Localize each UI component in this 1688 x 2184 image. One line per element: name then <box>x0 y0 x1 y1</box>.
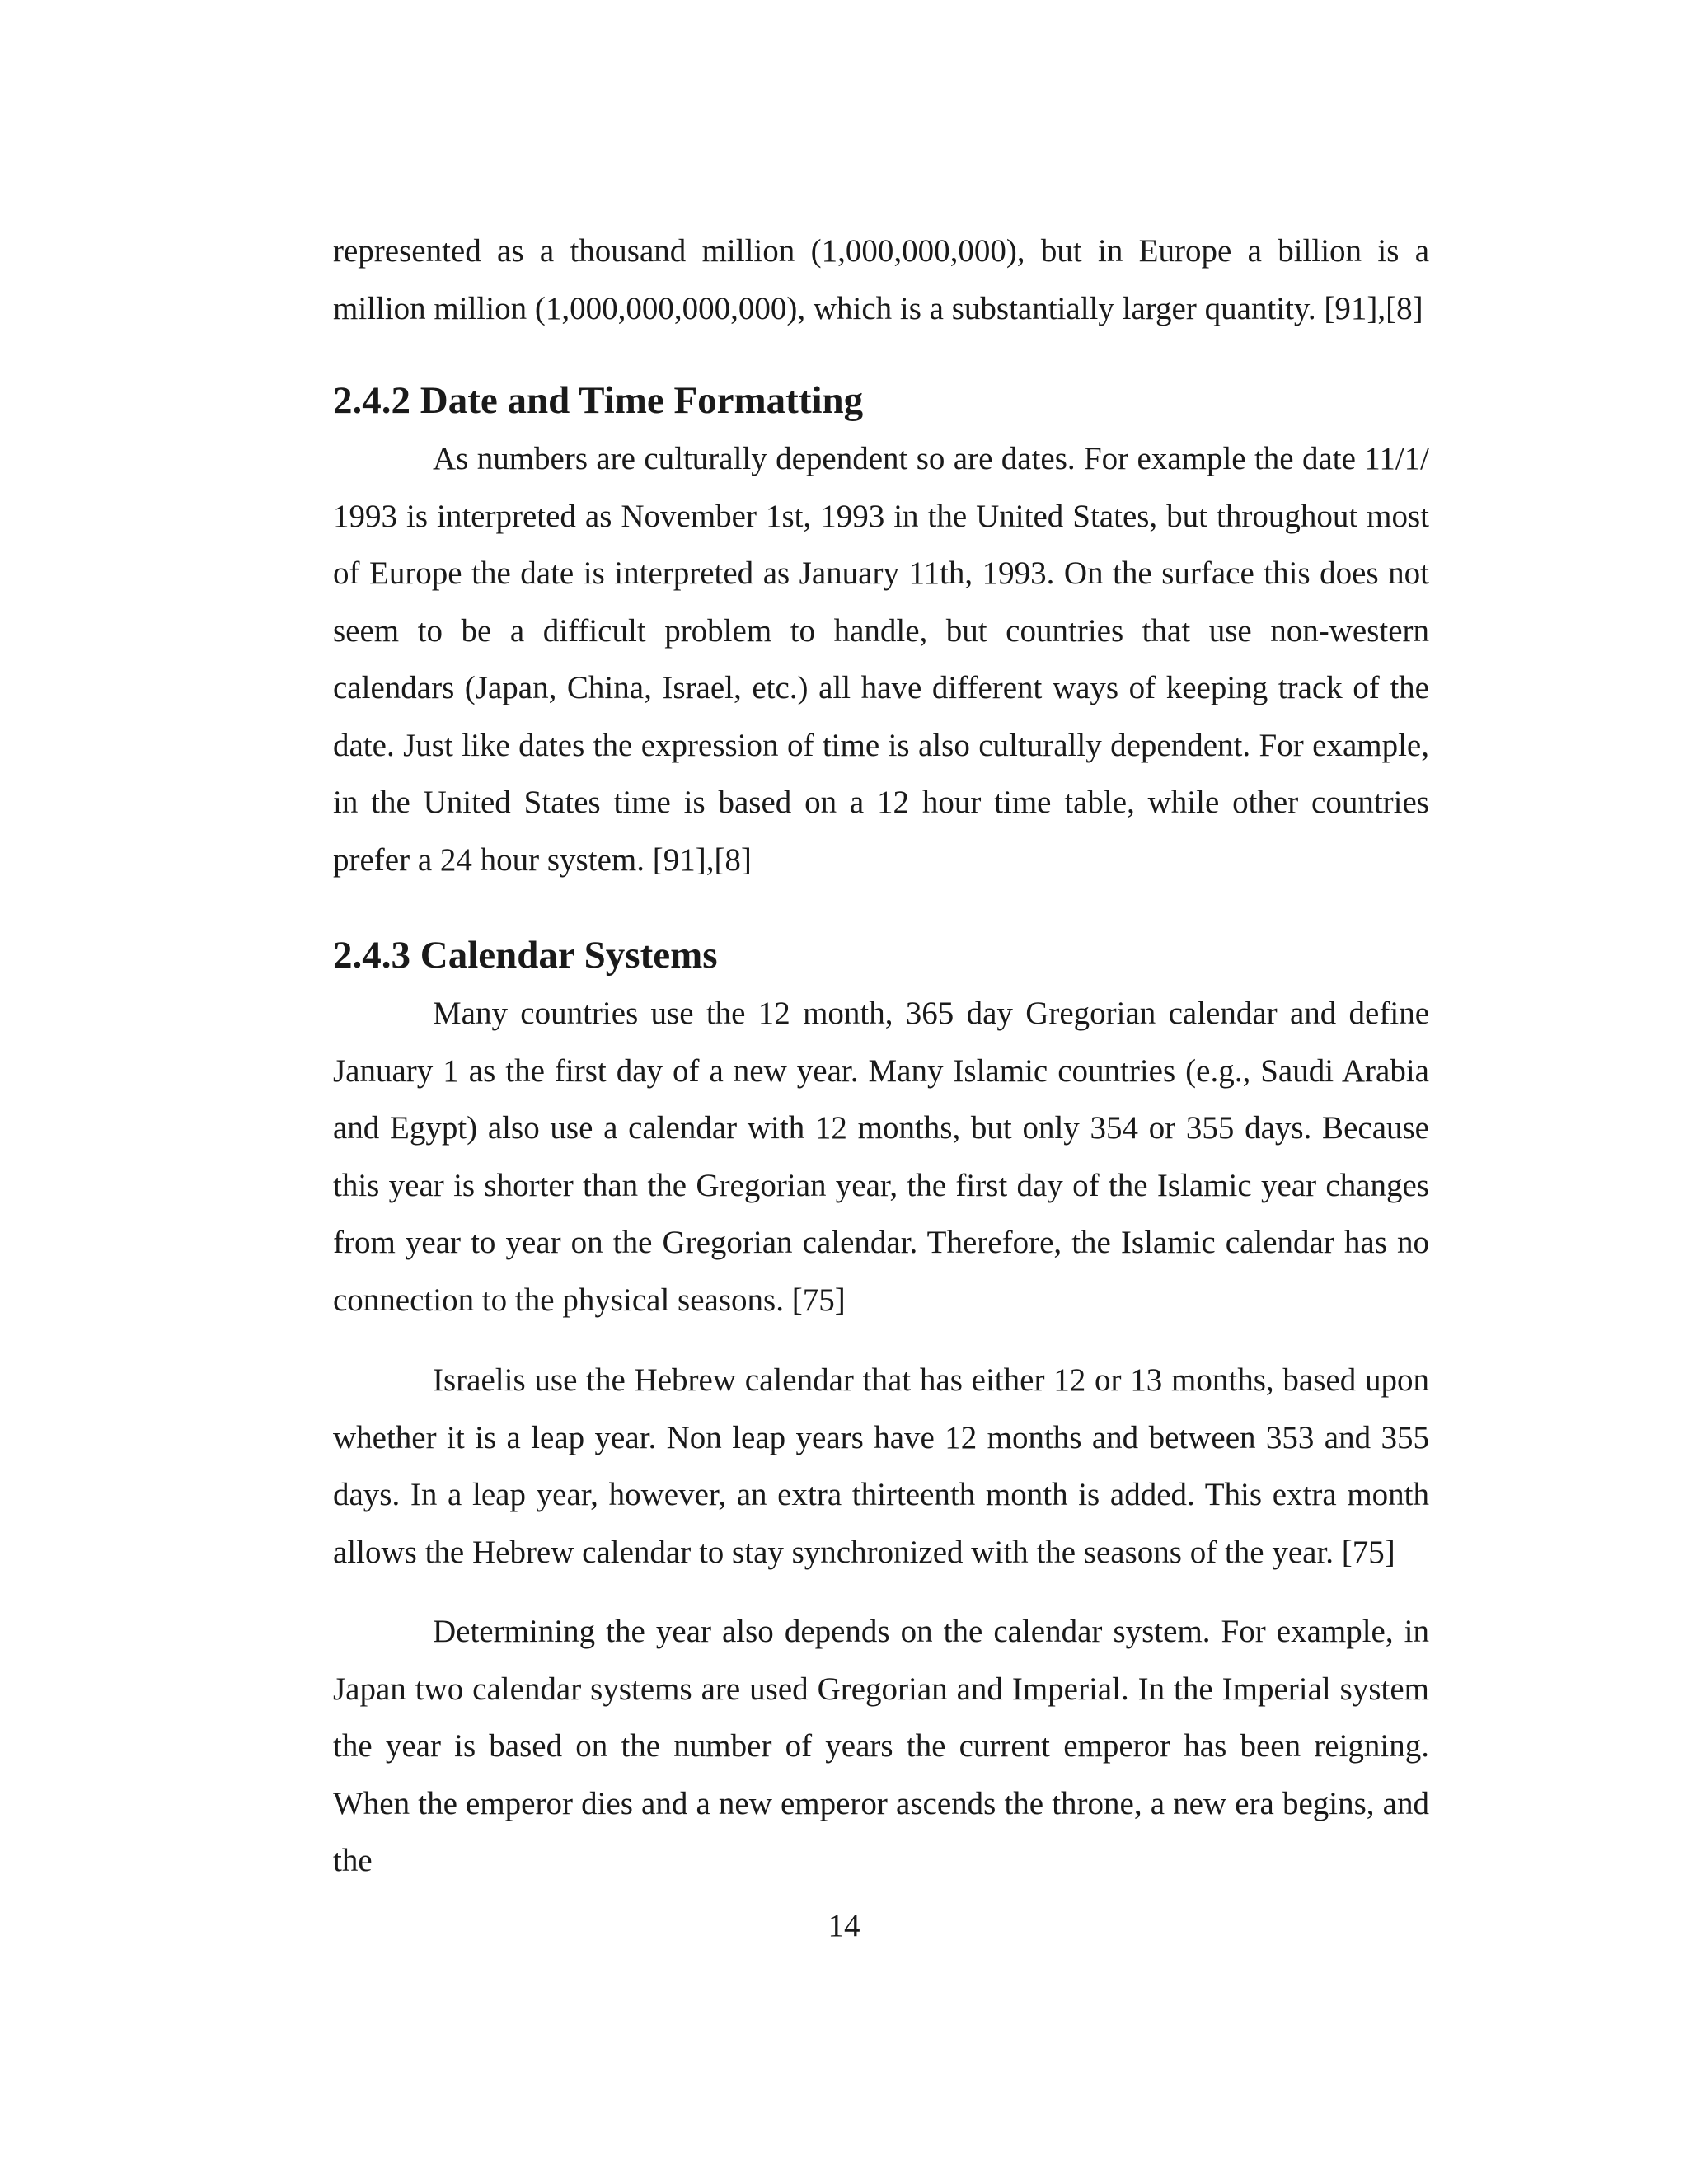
date-time-paragraph: As numbers are culturally dependent so are dates. For example the date 11/1/​1993 is interpreted as November 1st, 1993 in the United States, but throughout most of Europe the date is interpreted as January 11th, 1993. On the surface this does not seem to be a difficult problem to handle, but countries that use non-western calendars (Japan, China, Israel, etc.) all have different ways of keeping track of the date. Just like dates the expression of time is also culturally dependent. For example, in the United States time is based on a 12 hour time table, while other countries prefer a 24 hour system. [91],[8] <box>333 441 1429 878</box>
intro-paragraph: represented as a thousand million (1,000,000,000), but in Europe a billion is a million million (1,000,000,000,000), which is a substantially larger quantity. [91],[8] <box>333 233 1429 326</box>
page-number: 14 <box>828 1908 860 1943</box>
calendar-paragraph-japanese: Determining the year also depends on the calendar system. For example, in Japan two calendar systems are used Gregorian and Imperial. In the Imperial system the year is based on the number of years the current emperor has been reigning. When the emperor dies and a new emperor ascends the throne, a new era begins, and the <box>333 1614 1429 1878</box>
calendar-paragraph-gregorian-islamic: Many countries use the 12 month, 365 day Gregorian calendar and define January 1 as the first day of a new year. Many Islamic countries (e.g., Saudi Arabia and Egypt) also use a calendar with 12 months, but only 354 or 355 days. Because this year is shorter than the Gregorian year, the first day of the Islamic year changes from year to year on the Gregorian calendar. Therefore, the Islamic calendar has no connection to the physical seasons. [75] <box>333 996 1429 1318</box>
section-heading-date-time-formatting: 2.4.2 Date and Time Formatting <box>333 379 864 422</box>
section-heading-calendar-systems: 2.4.3 Calendar Systems <box>333 934 718 977</box>
calendar-paragraph-hebrew: Israelis use the Hebrew calendar that has either 12 or 13 months, based upon whether it is a leap year. Non leap years have 12 months and between 353 and 355 days. In a leap year, however, an extra thirteenth month is added. This extra month allows the Hebrew calendar to stay synchronized with the seasons of the year. [75] <box>333 1362 1429 1570</box>
